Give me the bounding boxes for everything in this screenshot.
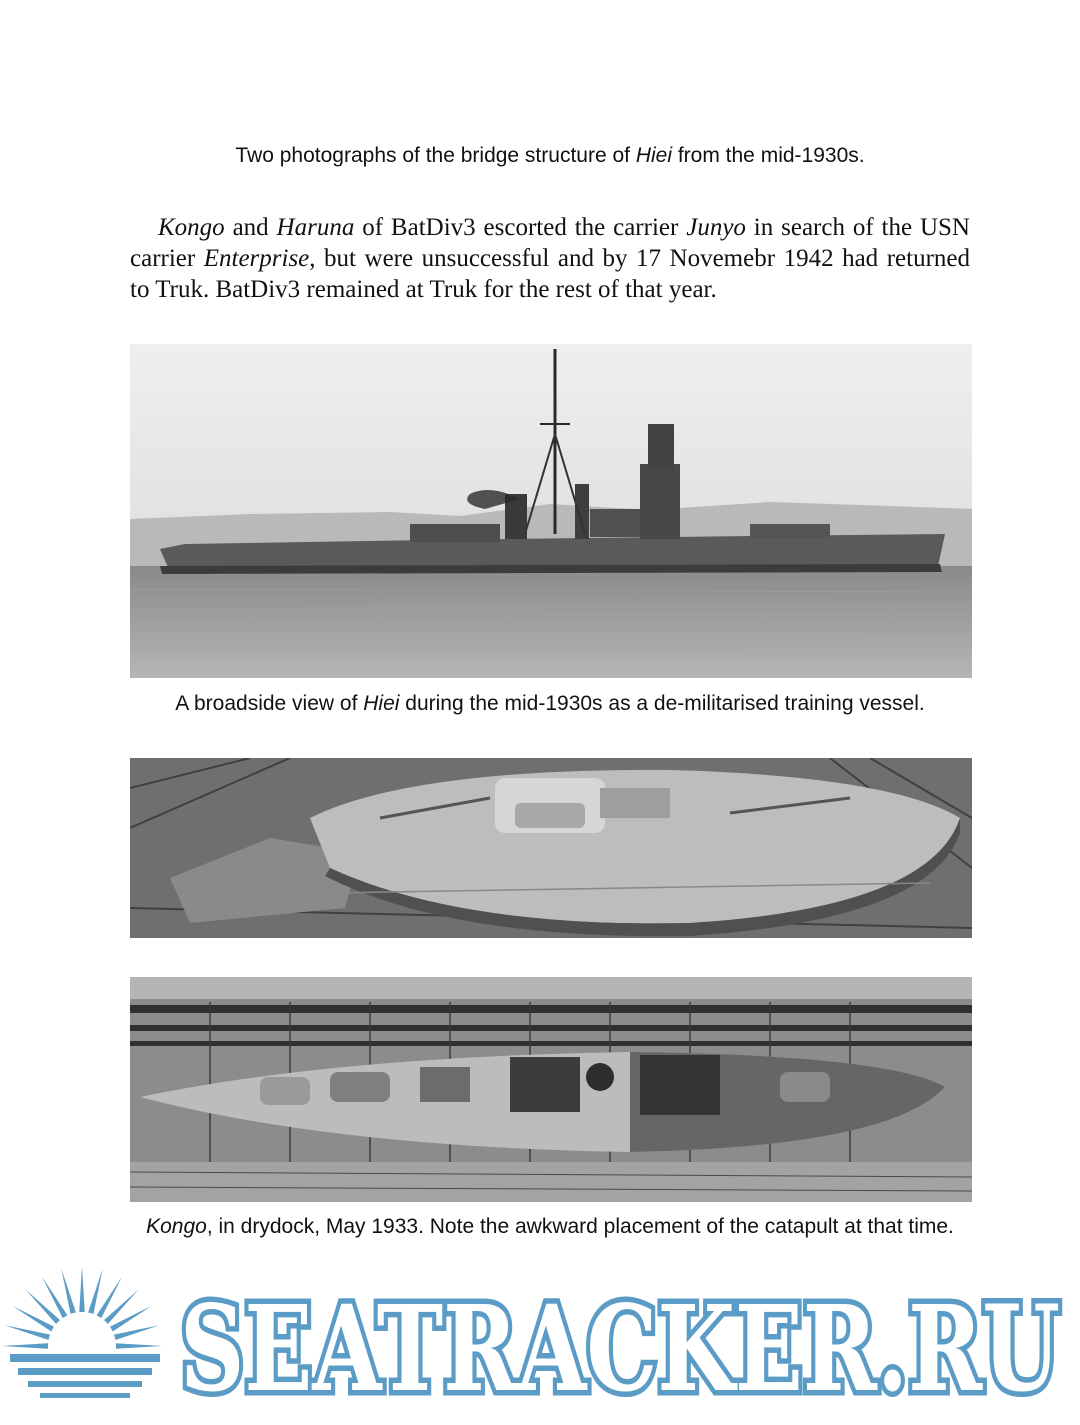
paragraph-text: of BatDiv3 escorted the carrier (354, 214, 687, 241)
ship-name: Haruna (276, 214, 355, 241)
paragraph-text: , but were unsuccessful and by 17 Novemebr 1942 had returned to Truk. BatDiv3 remained at Truk for the rest of that year. (130, 245, 970, 303)
watermark-text: SEATRACKER.RU (180, 1279, 1060, 1418)
caption-text: Two photographs of the bridge structure of (235, 144, 636, 167)
photo-hiei-broadside (130, 344, 972, 678)
ship-name: Kongo (158, 214, 225, 241)
caption-text: during the mid-1930s as a de-militarised training vessel. (399, 692, 925, 715)
body-paragraph (130, 212, 970, 305)
ship-name: Enterprise (203, 245, 310, 272)
paragraph-text: in search of the USN carrier (130, 214, 970, 272)
caption-bridge (110, 142, 990, 169)
ship-name: Kongo (146, 1215, 207, 1238)
caption-broadside (110, 690, 990, 717)
sunburst-logo-icon (0, 1268, 170, 1425)
photo-kongo-drydock (130, 977, 972, 1202)
ship-name: Hiei (363, 692, 400, 715)
caption-text: from the mid-1930s. (672, 144, 865, 167)
photo-deck-aerial (130, 758, 972, 938)
watermark (0, 1268, 1080, 1425)
ship-name: Hiei (635, 144, 672, 167)
ship-name: Junyo (686, 214, 746, 241)
caption-text: , in drydock, May 1933. Note the awkward placement of the catapult at that time. (206, 1215, 954, 1238)
caption-text: A broadside view of (175, 692, 364, 715)
caption-drydock (110, 1213, 990, 1240)
paragraph-text: and (224, 214, 277, 241)
